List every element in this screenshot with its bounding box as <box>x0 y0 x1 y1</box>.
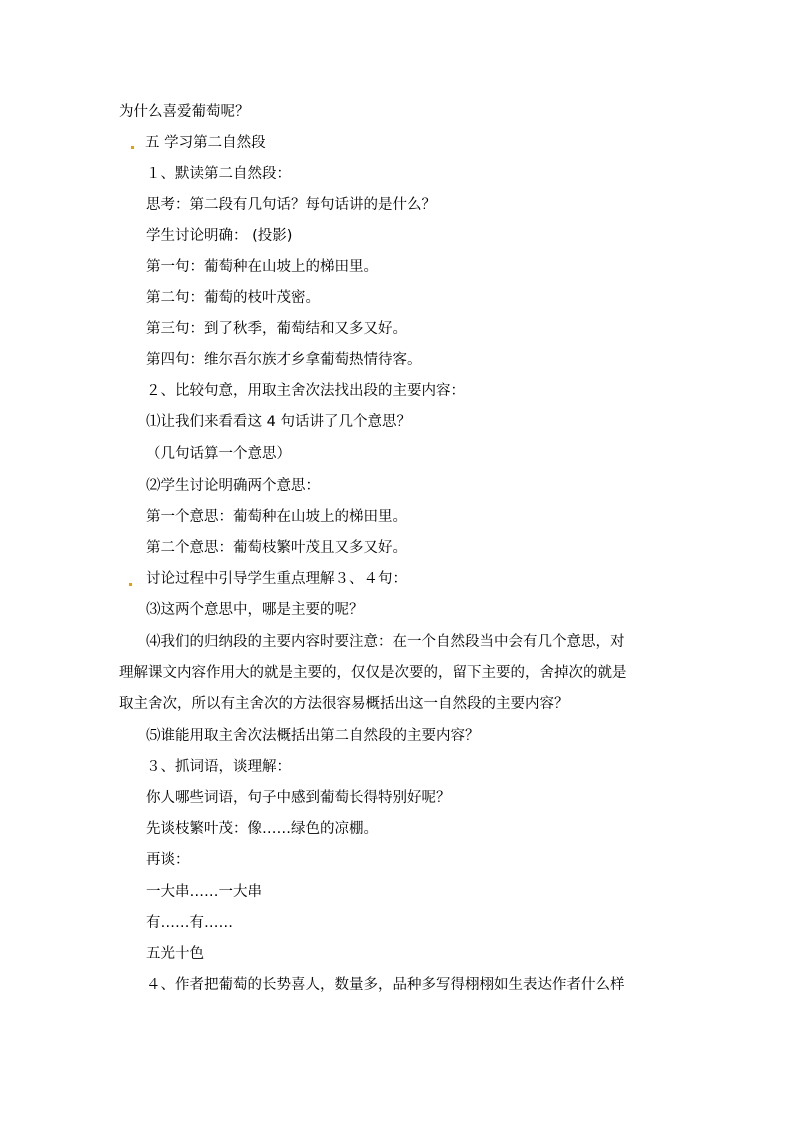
text-line: 你人哪些词语，句子中感到葡萄长得特别好呢？ <box>146 790 451 806</box>
text-line: 思考：第二段有几句话？每句话讲的是什么？ <box>146 197 436 213</box>
text-line: 讨论过程中引导学生重点理解３、４句： <box>146 571 407 587</box>
text-line: 第一个意思：葡萄种在山坡上的梯田里。 <box>146 509 407 525</box>
text-line: 第三句：到了秋季，葡萄结和又多又好。 <box>146 321 407 337</box>
text-line: 取主舍次，所以有主舍次的方法很容易概括出这一自然段的主要内容？ <box>119 696 569 712</box>
text-line: ⑶这两个意思中，哪是主要的呢？ <box>146 602 364 618</box>
text-line: ⑸谁能用取主舍次法概括出第二自然段的主要内容？ <box>146 728 480 744</box>
text-line: ⑴让我们来看看这 4 句话讲了几个意思？ <box>146 414 411 430</box>
text-line: 先谈枝繁叶茂：像……绿色的凉棚。 <box>146 821 378 837</box>
text-line: ⑵学生讨论明确两个意思： <box>146 478 320 494</box>
margin-mark <box>129 583 132 586</box>
text-line: ３、抓词语，谈理解： <box>146 759 291 775</box>
text-line: 一大串……一大串 <box>146 884 262 900</box>
text-line: 为什么喜爱葡萄呢？ <box>119 104 250 120</box>
text-line: 学生讨论明确： (投影) <box>146 228 293 244</box>
text-line: 第二句：葡萄的枝叶茂密。 <box>146 290 320 306</box>
text-line: ⑷我们的归纳段的主要内容时要注意：在一个自然段当中会有几个意思，对 <box>146 634 625 650</box>
margin-mark <box>131 146 134 149</box>
text-line: （几句话算一个意思） <box>146 446 291 462</box>
section-heading: 五 学习第二自然段 <box>145 135 266 151</box>
text-line: ２、比较句意，用取主舍次法找出段的主要内容： <box>146 383 465 399</box>
text-line: 理解课文内容作用大的就是主要的，仅仅是次要的，留下主要的，舍掉次的就是 <box>119 665 627 681</box>
text-line: ４、作者把葡萄的长势喜人，数量多，品种多写得栩栩如生表达作者什么样 <box>146 977 625 993</box>
text-line: １、默读第二自然段： <box>146 166 291 182</box>
text-line: 五光十色 <box>146 946 204 962</box>
text-line: 第一句：葡萄种在山坡上的梯田里。 <box>146 259 378 275</box>
text-line: 有……有…… <box>146 915 233 931</box>
text-line: 再谈： <box>146 852 190 868</box>
text-line: 第四句：维尔吾尔族才乡拿葡萄热情待客。 <box>146 352 422 368</box>
text-line: 第二个意思：葡萄枝繁叶茂且又多又好。 <box>146 540 407 556</box>
